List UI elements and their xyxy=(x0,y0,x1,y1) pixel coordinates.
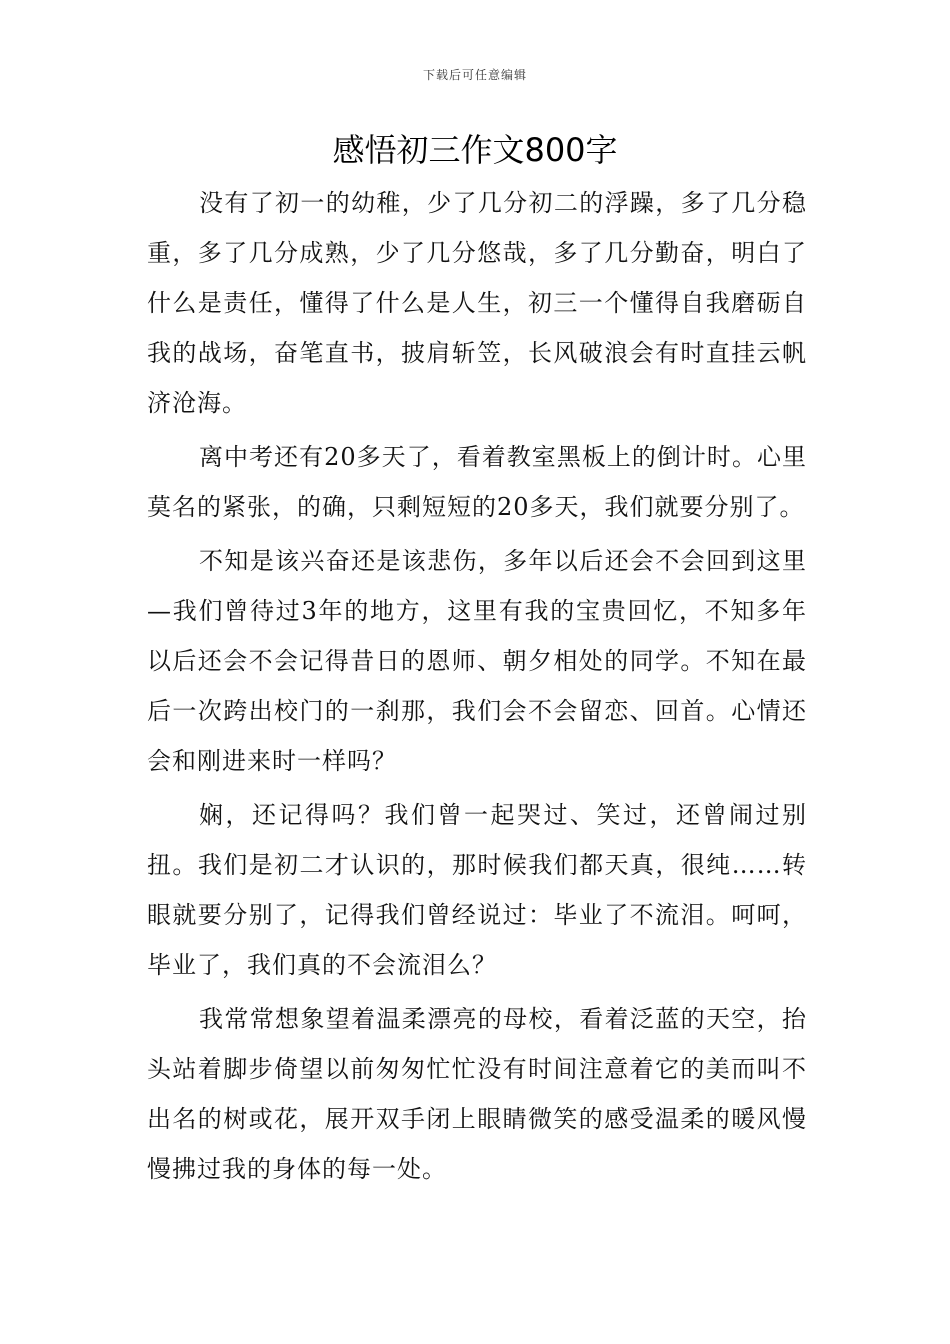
document-body xyxy=(147,178,807,1198)
paragraph-5: 我常常想象望着温柔漂亮的母校，看着泛蓝的天空，抬头站着脚步倚望以前匆匆忙忙没有时间注意着它的美而叫不出名的树或花，展开双手闭上眼睛微笑的感受温柔的暖风慢慢拂过我的身体的每一处。 xyxy=(147,1005,807,1183)
document-title: 感悟初三作文800字 xyxy=(332,131,618,169)
paragraph-4: 娴，还记得吗？我们曾一起哭过、笑过，还曾闹过别扭。我们是初二才认识的，那时候我们都天真，很纯……转眼就要分别了，记得我们曾经说过：毕业了不流泪。呵呵，毕业了，我们真的不会流泪么？ xyxy=(147,801,807,979)
paragraph-3: 不知是该兴奋还是该悲伤，多年以后还会不会回到这里—我们曾待过3年的地方，这里有我的宝贵回忆，不知多年以后还会不会记得昔日的恩师、朝夕相处的同学。不知在最后一次跨出校门的一刹那，我们会不会留恋、回首。心情还会和刚进来时一样吗？ xyxy=(147,547,807,775)
header-note: 下载后可任意编辑 xyxy=(422,68,527,82)
paragraph-2: 离中考还有20多天了，看着教室黑板上的倒计时。心里莫名的紧张，的确，只剩短短的20多天，我们就要分别了。 xyxy=(147,443,807,521)
paragraph-1: 没有了初一的幼稚，少了几分初二的浮躁，多了几分稳重，多了几分成熟，少了几分悠哉，多了几分勤奋，明白了什么是责任，懂得了什么是人生，初三一个懂得自我磨砺自我的战场，奋笔直书，披肩斩笠，长风破浪会有时直挂云帆济沧海。 xyxy=(147,189,807,417)
